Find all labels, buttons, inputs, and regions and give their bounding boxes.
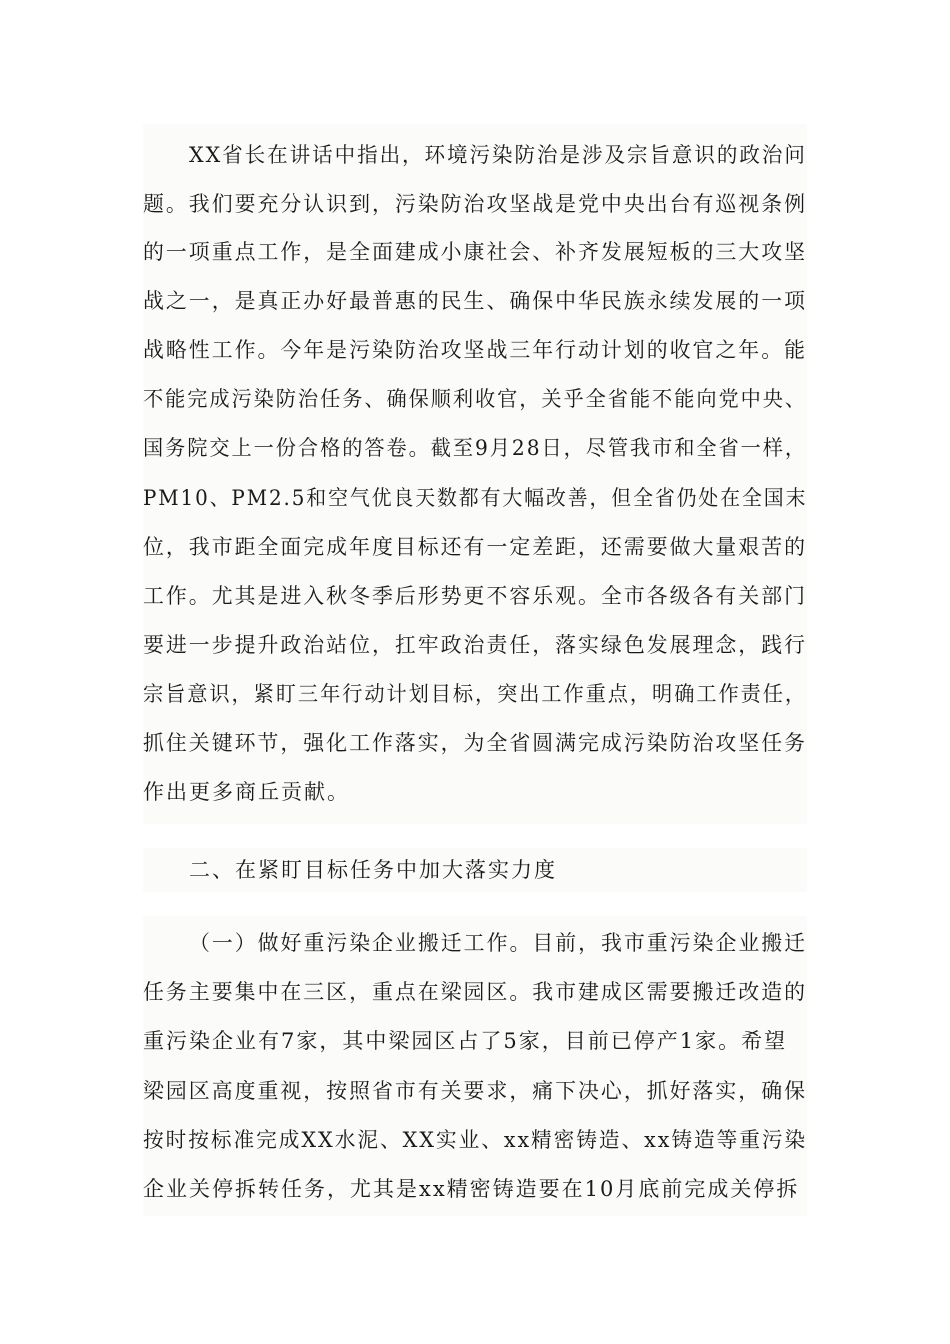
paragraph-1-line-8: PM10、PM2.5和空气优良天数都有大幅改善，但全省仍处在全国末	[143, 486, 808, 510]
paragraph-2-line-6: 企业关停拆转任务，尤其是xx精密铸造要在10月底前完成关停拆	[143, 1177, 800, 1201]
section-heading-block	[143, 848, 807, 892]
paragraph-2-line-1: （一）做好重污染企业搬迁工作。目前，我市重污染企业搬迁	[189, 931, 808, 955]
paragraph-1	[143, 124, 807, 824]
paragraph-1-line-3: 的一项重点工作，是全面建成小康社会、补齐发展短板的三大攻坚	[143, 240, 807, 264]
paragraph-1-line-4: 战之一，是真正办好最普惠的民生、确保中华民族永续发展的一项	[143, 289, 807, 313]
paragraph-1-line-10: 工作。尤其是进入秋冬季后形势更不容乐观。全市各级各有关部门	[143, 584, 807, 608]
section-heading: 二、在紧盯目标任务中加大落实力度	[189, 858, 557, 882]
paragraph-2-line-3: 重污染企业有7家，其中梁园区占了5家，目前已停产1家。希望	[143, 1029, 788, 1053]
paragraph-1-line-9: 位，我市距全面完成年度目标还有一定差距，还需要做大量艰苦的	[143, 535, 807, 559]
paragraph-2-line-4: 梁园区高度重视，按照省市有关要求，痛下决心，抓好落实，确保	[143, 1079, 807, 1103]
paragraph-2-line-2: 任务主要集中在三区，重点在梁园区。我市建成区需要搬迁改造的	[143, 980, 807, 1004]
paragraph-1-line-7: 国务院交上一份合格的答卷。截至9月28日，尽管我市和全省一样，	[143, 436, 808, 460]
paragraph-1-line-2: 题。我们要充分认识到，污染防治攻坚战是党中央出台有巡视条例	[143, 192, 807, 216]
paragraph-1-line-13: 抓住关键环节，强化工作落实，为全省圆满完成污染防治攻坚任务	[143, 731, 807, 755]
paragraph-1-line-14: 作出更多商丘贡献。	[143, 780, 350, 804]
paragraph-1-line-1: XX省长在讲话中指出，环境污染防治是涉及宗旨意识的政治问	[189, 143, 807, 167]
paragraph-1-line-12: 宗旨意识，紧盯三年行动计划目标，突出工作重点，明确工作责任，	[143, 682, 807, 706]
paragraph-1-line-5: 战略性工作。今年是污染防治攻坚战三年行动计划的收官之年。能	[143, 338, 807, 362]
paragraph-1-line-6: 不能完成污染防治任务、确保顺利收官，关乎全省能不能向党中央、	[143, 387, 807, 411]
paragraph-2-line-5: 按时按标准完成XX水泥、XX实业、xx精密铸造、xx铸造等重污染	[143, 1128, 808, 1152]
paragraph-1-line-11: 要进一步提升政治站位，扛牢政治责任，落实绿色发展理念，践行	[143, 633, 807, 657]
paragraph-2	[143, 916, 807, 1216]
